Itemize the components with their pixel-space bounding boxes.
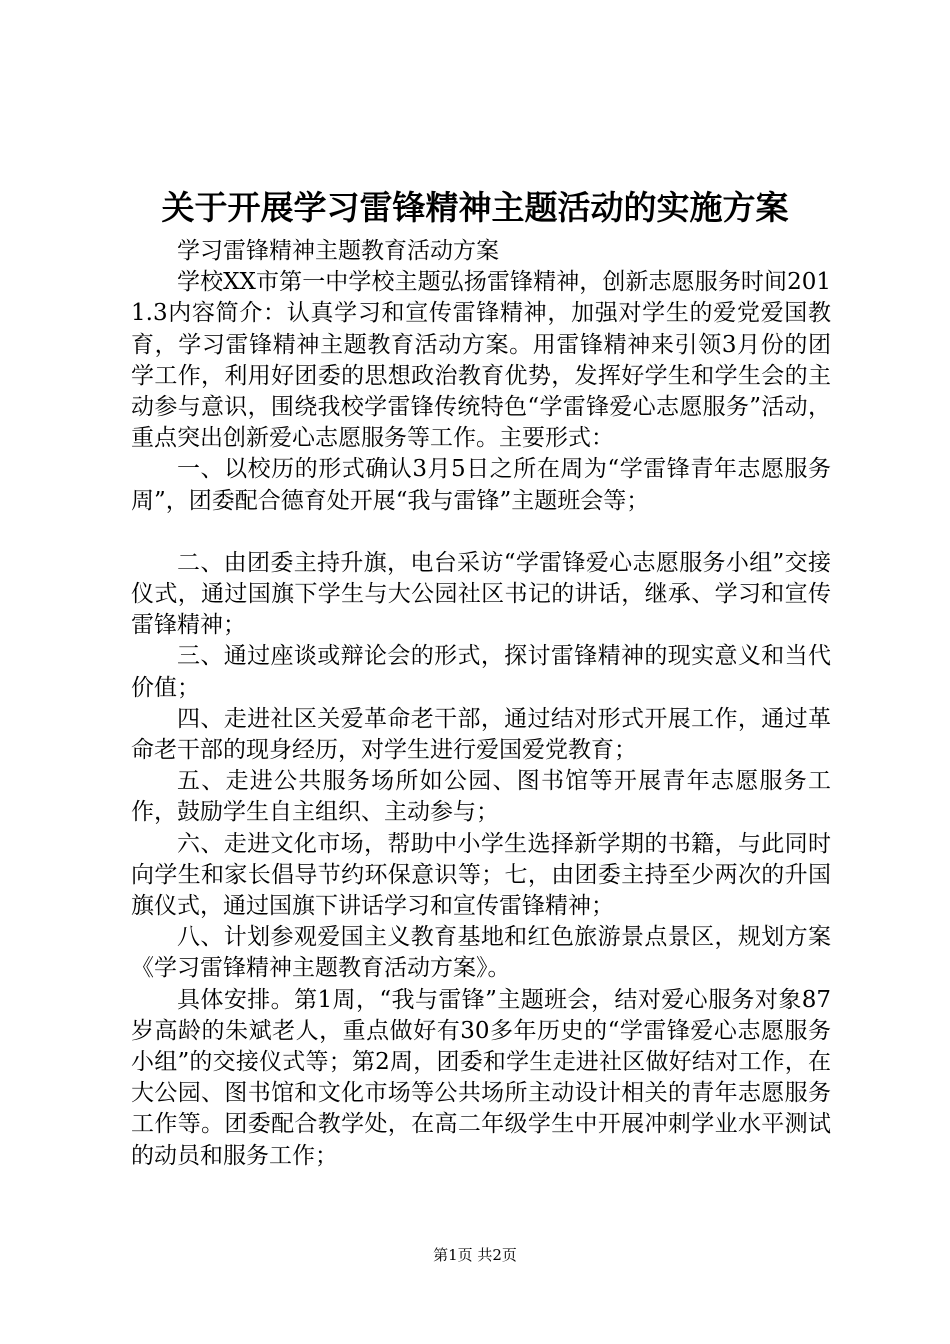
paragraph-item-3: 三、通过座谈或辩论会的形式，探讨雷锋精神的现实意义和当代价值；	[131, 643, 831, 701]
document-title: 关于开展学习雷锋精神主题活动的实施方案	[161, 188, 789, 227]
paragraph-item-4: 四、走进社区关爱革命老干部，通过结对形式开展工作，通过革命老干部的现身经历，对学生进行爱国爱党教育；	[131, 705, 831, 764]
paragraph-item-8: 八、计划参观爱国主义教育基地和红色旅游景点景区，规划方案《学习雷锋精神主题教育活动方案》。	[131, 924, 831, 982]
paragraph-subtitle: 学习雷锋精神主题教育活动方案	[177, 238, 499, 264]
paragraph-item-2: 二、由团委主持升旗，电台采访“学雷锋爱心志愿服务小组”交接仪式，通过国旗下学生与大公园社区书记的讲话，继承、学习和宣传雷锋精神；	[131, 549, 831, 639]
paragraph-schedule: 具体安排。第1周，“我与雷锋”主题班会，结对爱心服务对象87岁高龄的朱斌老人，重点做好有30多年历史的“学雷锋爱心志愿服务小组”的交接仪式等；第2周，团委和学生走进社区做好结对工作，在大公园、图书馆和文化市场等公共场所主动设计相关的青年志愿服务工作等。团委配合教学处，在高二年级学生中开展冲刺学业水平测试的动员和服务工作；	[131, 986, 831, 1169]
paragraph-item-6-7: 六、走进文化市场，帮助中小学生选择新学期的书籍，与此同时向学生和家长倡导节约环保意识等；七，由团委主持至少两次的升国旗仪式，通过国旗下讲话学习和宣传雷锋精神；	[131, 830, 831, 920]
paragraph-intro: 学校XX市第一中学校主题弘扬雷锋精神，创新志愿服务时间2011.3内容简介：认真学习和宣传雷锋精神，加强对学生的爱党爱国教育，学习雷锋精神主题教育活动方案。用雷锋精神来引领3月份的团学工作，利用好团委的思想政治教育优势，发挥好学生和学生会的主动参与意识，围绕我校学雷锋传统特色“学雷锋爱心志愿服务”活动，重点突出创新爱心志愿服务等工作。主要形式：	[131, 269, 831, 452]
paragraph-item-1: 一、以校历的形式确认3月5日之所在周为“学雷锋青年志愿服务周”，团委配合德育处开展“我与雷锋”主题班会等；	[131, 456, 831, 514]
page-number-footer: 第1页 共2页	[433, 1246, 517, 1264]
document-body	[131, 236, 831, 1172]
paragraph-item-5: 五、走进公共服务场所如公园、图书馆等开展青年志愿服务工作，鼓励学生自主组织、主动参与；	[131, 768, 831, 826]
